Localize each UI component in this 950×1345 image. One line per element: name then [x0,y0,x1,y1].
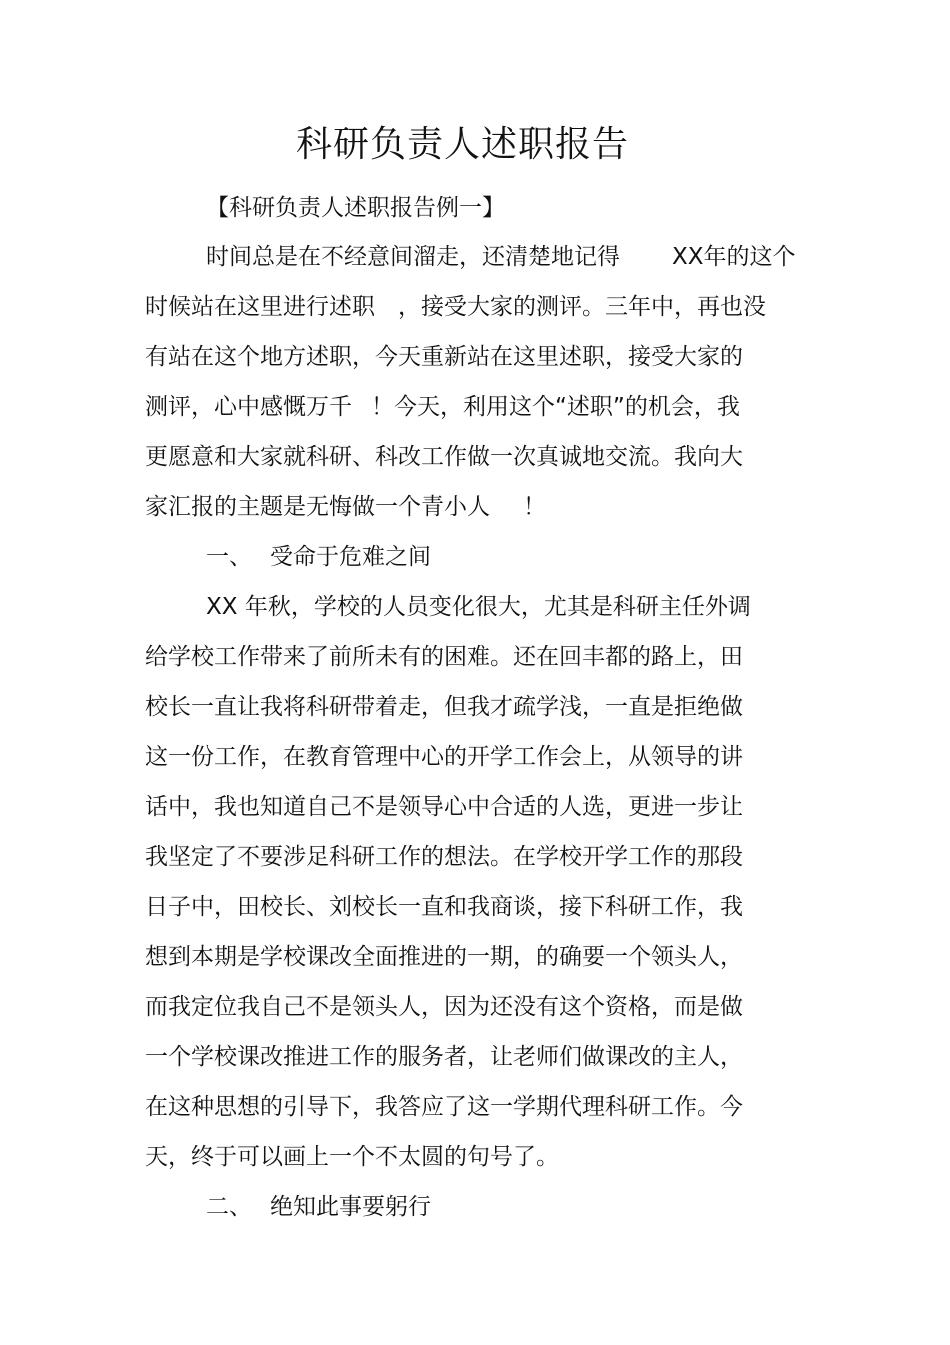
paragraph-line: 时间总是在不经意间溜走，还清楚地记得 [206,244,620,270]
paragraph-line: ！今天，利用这个“述职”的机会，我 [371,394,740,420]
paragraph-line: XX 年秋，学校的人员变化很大，尤其是科研主任外调 [206,594,751,620]
paragraph-line: 我坚定了不要涉足科研工作的想法。在学校开学工作的那段 [145,844,743,870]
paragraph-line: 一个学校课改推进工作的服务者，让老师们做课改的主人， [145,1044,743,1070]
paragraph-line: 而我定位我自己不是领头人，因为还没有这个资格，而是做 [145,994,743,1020]
document-subtitle: 【科研负责人述职报告例一】 [206,195,505,221]
paragraph-line: XX年的这个 [672,244,796,270]
paragraph-line: ！ [523,494,546,520]
paragraph-line: 测评，心中感慨万千 [145,394,352,420]
paragraph-line: 家汇报的主题是无悔做一个青小人 [145,494,490,520]
paragraph-line: 想到本期是学校课改全面推进的一期，的确要一个领头人， [145,944,743,970]
paragraph-line: 更愿意和大家就科研、科改工作做一次真诚地交流。我向大 [145,444,743,470]
paragraph-line: 给学校工作带来了前所未有的困难。还在回丰都的路上，田 [145,644,743,670]
section-heading: 受命于危难之间 [270,544,431,570]
paragraph-line: 校长一直让我将科研带着走，但我才疏学浅，一直是拒绝做 [145,694,743,720]
paragraph-line: 日子中，田校长、刘校长一直和我商谈，接下科研工作，我 [145,894,743,920]
paragraph-line: 在这种思想的引导下，我答应了这一学期代理科研工作。今 [145,1094,743,1120]
paragraph-line: ，接受大家的测评。三年中，再也没 [398,294,766,320]
section-heading-number: 一、 [206,544,252,570]
document-title: 科研负责人述职报告 [295,124,629,165]
paragraph-line: 话中，我也知道自己不是领导心中合适的人选，更进一步让 [145,794,743,820]
section-heading: 绝知此事要躬行 [270,1194,431,1220]
paragraph-line: 这一份工作，在教育管理中心的开学工作会上，从领导的讲 [145,744,743,770]
section-heading-number: 二、 [206,1194,252,1220]
paragraph-line: 天，终于可以画上一个不太圆的句号了。 [145,1144,559,1170]
paragraph-line: 有站在这个地方述职，今天重新站在这里述职，接受大家的 [145,344,743,370]
paragraph-line: 时候站在这里进行述职 [145,294,375,320]
